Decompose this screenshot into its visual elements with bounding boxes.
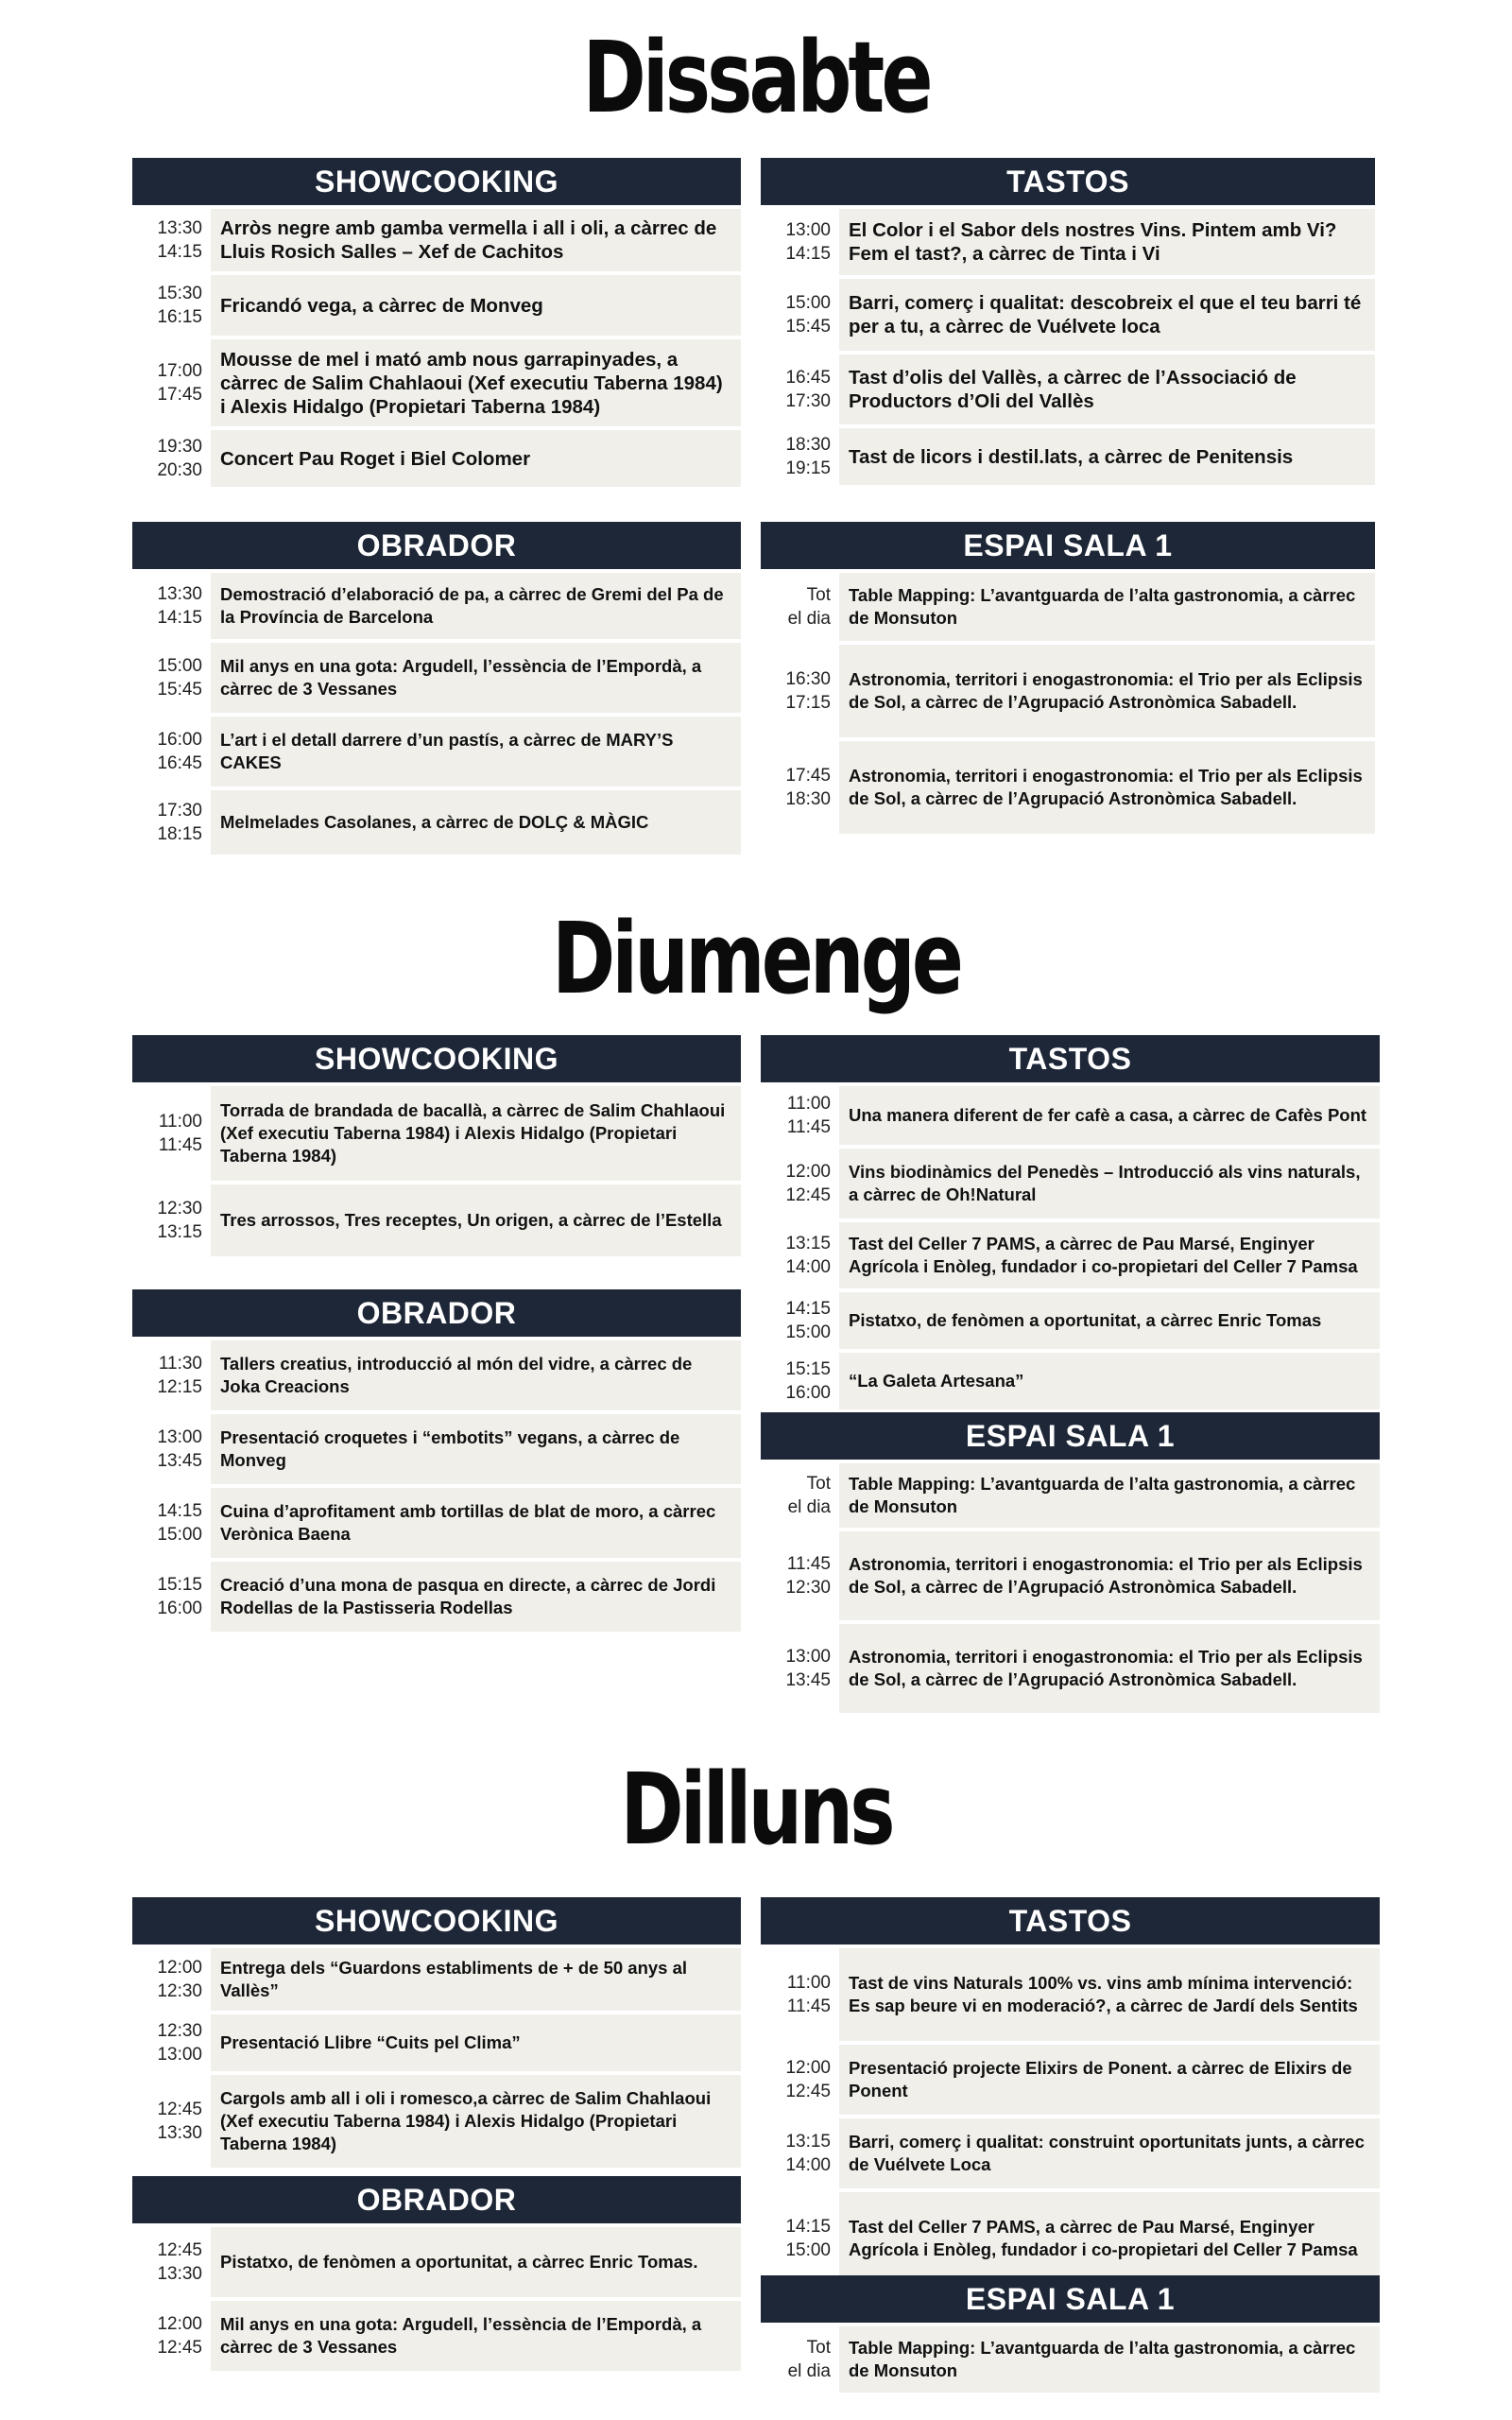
event-description: Entrega dels “Guardons establiments de + de 50 anys al Vallès” (211, 1948, 741, 2011)
time-range: Tot el dia (787, 1474, 831, 1517)
schedule-item (761, 2118, 1380, 2188)
schedule-item (761, 2045, 1380, 2115)
schedule-item (132, 1184, 741, 1256)
schedule-item (132, 643, 741, 713)
event-description: Torrada de brandada de bacallà, a càrrec de Salim Chahlaoui (Xef executiu Taberna 1984) i Alexis Hidalgo (Propietari Taberna 1984) (211, 1086, 741, 1181)
schedule-item (132, 339, 741, 426)
schedule-item (132, 573, 741, 639)
schedule-item (761, 1222, 1380, 1288)
section-obrador (132, 2176, 741, 2371)
time-range: 14:15 15:00 (157, 1501, 202, 1545)
time-range: 14:15 15:00 (785, 2217, 831, 2260)
event-description: Creació d’una mona de pasqua en directe, a càrrec de Jordi Rodellas de la Pastisseria Rodellas (211, 1562, 741, 1632)
time-range: 14:15 15:00 (785, 1299, 831, 1342)
schedule-item (132, 1414, 741, 1484)
section-tastos (761, 1035, 1380, 1409)
time-range: 18:30 19:15 (785, 435, 831, 478)
time-range: 13:15 14:00 (785, 1234, 831, 1277)
schedule-item (761, 1149, 1380, 1219)
time-range: 17:00 17:45 (157, 361, 202, 405)
schedule-item (761, 741, 1375, 834)
section-tastos (761, 1897, 1380, 2285)
event-description: Fricandó vega, a càrrec de Monveg (211, 275, 741, 336)
time-range: 12:45 13:30 (157, 2240, 202, 2284)
event-description: Astronomia, territori i enogastronomia: el Trio per als Eclipsis de Sol, a càrrec de l’Agrupació Astronòmica Sabadell. (839, 741, 1375, 834)
time-range: 15:15 16:00 (785, 1359, 831, 1403)
event-description: Mil anys en una gota: Argudell, l’essència de l’Empordà, a càrrec de 3 Vessanes (211, 643, 741, 713)
event-description: Melmelades Casolanes, a càrrec de DOLÇ & MÀGIC (211, 790, 741, 855)
event-description: Presentació projecte Elixirs de Ponent. a càrrec de Elixirs de Ponent (839, 2045, 1380, 2115)
time-range: 13:30 14:15 (157, 584, 202, 628)
schedule-item (761, 209, 1375, 275)
time-range: 16:45 17:30 (785, 368, 831, 411)
time-range: 13:00 13:45 (785, 1647, 831, 1690)
schedule-item (132, 275, 741, 336)
schedule-item (132, 209, 741, 271)
schedule-item (132, 2301, 741, 2371)
event-description: Presentació Llibre “Cuits pel Clima” (211, 2014, 741, 2071)
section-obrador (132, 522, 741, 855)
time-range: 16:00 16:45 (157, 730, 202, 773)
event-description: Mousse de mel i mató amb nous garrapinyades, a càrrec de Salim Chahlaoui (Xef executiu Taberna 1984) i Alexis Hidalgo (Propietari Taberna 1984) (211, 339, 741, 426)
schedule-item (132, 1340, 741, 1410)
event-description: Astronomia, territori i enogastronomia: el Trio per als Eclipsis de Sol, a càrrec de l’Agrupació Astronòmica Sabadell. (839, 1531, 1380, 1620)
schedule-item (761, 1292, 1380, 1349)
schedule-item (132, 1948, 741, 2011)
event-description: “La Galeta Artesana” (839, 1353, 1380, 1409)
section-obrador (132, 1289, 741, 1632)
event-description: Astronomia, territori i enogastronomia: el Trio per als Eclipsis de Sol, a càrrec de l’Agrupació Astronòmica Sabadell. (839, 645, 1375, 737)
section-title: OBRADOR (132, 522, 741, 569)
section-title: TASTOS (761, 158, 1375, 205)
time-range: 11:45 12:30 (785, 1554, 831, 1598)
time-range: 11:00 11:45 (158, 1112, 202, 1155)
time-range: Tot el dia (787, 585, 831, 629)
schedule-item (761, 645, 1375, 737)
event-description: Tast del Celler 7 PAMS, a càrrec de Pau Marsé, Enginyer Agrícola i Enòleg, fundador i co-propietari del Celler 7 Pamsa (839, 2192, 1380, 2285)
schedule-item (132, 790, 741, 855)
time-range: 13:15 14:00 (785, 2132, 831, 2175)
section-espai-sala-1 (761, 1412, 1380, 1713)
event-description: Tallers creatius, introducció al món del vidre, a càrrec de Joka Creacions (211, 1340, 741, 1410)
section-showcooking (132, 1035, 741, 1256)
section-tastos (761, 158, 1375, 485)
event-description: Barri, comerç i qualitat: descobreix el que el teu barri té per a tu, a càrrec de Vuélvete loca (839, 279, 1375, 351)
schedule-item (132, 717, 741, 786)
event-description: Mil anys en una gota: Argudell, l’essència de l’Empordà, a càrrec de 3 Vessanes (211, 2301, 741, 2371)
schedule-item (761, 2192, 1380, 2285)
section-title: ESPAI SALA 1 (761, 522, 1375, 569)
section-showcooking (132, 1897, 741, 2168)
event-description: Concert Pau Roget i Biel Colomer (211, 430, 741, 487)
section-espai-sala-1 (761, 2275, 1380, 2393)
event-description: Tast de licors i destil.lats, a càrrec de Penitensis (839, 428, 1375, 485)
time-range: 11:00 11:45 (786, 1094, 831, 1137)
event-description: Cuina d’aprofitament amb tortillas de blat de moro, a càrrec Verònica Baena (211, 1488, 741, 1558)
day-title-dissabte: Dissabte (582, 20, 930, 135)
schedule-item (761, 428, 1375, 485)
time-range: 11:30 12:15 (157, 1354, 202, 1397)
event-description: Barri, comerç i qualitat: construint oportunitats junts, a càrrec de Vuélvete Loca (839, 2118, 1380, 2188)
time-range: 11:00 11:45 (786, 1973, 831, 2016)
section-title: TASTOS (761, 1035, 1380, 1082)
schedule-item (761, 1531, 1380, 1620)
time-range: 12:00 12:45 (157, 2314, 202, 2358)
time-range: 13:00 13:45 (157, 1427, 202, 1471)
schedule-item (761, 1353, 1380, 1409)
time-range: 12:30 13:00 (157, 2021, 202, 2065)
section-title: OBRADOR (132, 2176, 741, 2223)
event-description: Table Mapping: L’avantguarda de l’alta gastronomia, a càrrec de Monsuton (839, 573, 1375, 641)
day-title-dilluns: Dilluns (620, 1752, 892, 1867)
time-range: 12:00 12:30 (157, 1958, 202, 2001)
schedule-item (761, 573, 1375, 641)
schedule-item (132, 2014, 741, 2071)
event-description: Pistatxo, de fenòmen a oportunitat, a càrrec Enric Tomas. (211, 2227, 741, 2297)
schedule-item (132, 1562, 741, 1632)
schedule-item (761, 354, 1375, 424)
time-range: 15:00 15:45 (785, 293, 831, 337)
time-range: 13:00 14:15 (785, 220, 831, 264)
time-range: 15:30 16:15 (157, 284, 202, 327)
schedule-item (761, 2326, 1380, 2393)
section-espai-sala-1 (761, 522, 1375, 834)
section-title: ESPAI SALA 1 (761, 2275, 1380, 2323)
event-description: Arròs negre amb gamba vermella i all i oli, a càrrec de Lluis Rosich Salles – Xef de Cachitos (211, 209, 741, 271)
schedule-item (132, 430, 741, 487)
event-description: Cargols amb all i oli i romesco,a càrrec de Salim Chahlaoui (Xef executiu Taberna 1984) i Alexis Hidalgo (Propietari Taberna 1984) (211, 2075, 741, 2168)
schedule-item (132, 1086, 741, 1181)
event-description: L’art i el detall darrere d’un pastís, a càrrec de MARY’S CAKES (211, 717, 741, 786)
time-range: 19:30 20:30 (157, 437, 202, 480)
time-range: 15:00 15:45 (157, 656, 202, 700)
event-description: Vins biodinàmics del Penedès – Introducció als vins naturals, a càrrec de Oh!Natural (839, 1149, 1380, 1219)
event-description: Demostració d’elaboració de pa, a càrrec de Gremi del Pa de la Província de Barcelona (211, 573, 741, 639)
event-description: Presentació croquetes i “embotits” vegans, a càrrec de Monveg (211, 1414, 741, 1484)
schedule-item (761, 1086, 1380, 1145)
event-description: Tast de vins Naturals 100% vs. vins amb mínima intervenció: Es sap beure vi en moderació?, a càrrec de Jardí dels Sentits (839, 1948, 1380, 2041)
section-title: SHOWCOOKING (132, 158, 741, 205)
schedule-item (132, 1488, 741, 1558)
time-range: 13:30 14:15 (157, 218, 202, 262)
time-range: 17:30 18:15 (157, 801, 202, 844)
section-title: SHOWCOOKING (132, 1897, 741, 1945)
section-title: SHOWCOOKING (132, 1035, 741, 1082)
section-showcooking (132, 158, 741, 487)
event-description: El Color i el Sabor dels nostres Vins. Pintem amb Vi? Fem el tast?, a càrrec de Tinta i Vi (839, 209, 1375, 275)
schedule-item (761, 279, 1375, 351)
schedule-item (132, 2227, 741, 2297)
time-range: 12:00 12:45 (785, 2058, 831, 2101)
event-description: Pistatxo, de fenòmen a oportunitat, a càrrec Enric Tomas (839, 1292, 1380, 1349)
time-range: 15:15 16:00 (157, 1575, 202, 1618)
event-description: Table Mapping: L’avantguarda de l’alta gastronomia, a càrrec de Monsuton (839, 1463, 1380, 1528)
event-description: Astronomia, territori i enogastronomia: el Trio per als Eclipsis de Sol, a càrrec de l’Agrupació Astronòmica Sabadell. (839, 1624, 1380, 1713)
schedule-item (761, 1948, 1380, 2041)
schedule-item (132, 2075, 741, 2168)
section-title: ESPAI SALA 1 (761, 1412, 1380, 1460)
section-title: OBRADOR (132, 1289, 741, 1337)
time-range: 17:45 18:30 (785, 766, 831, 809)
time-range: 12:45 13:30 (157, 2100, 202, 2143)
time-range: 16:30 17:15 (785, 669, 831, 713)
section-title: TASTOS (761, 1897, 1380, 1945)
day-title-diumenge: Diumenge (551, 901, 961, 1016)
event-description: Una manera diferent de fer cafè a casa, a càrrec de Cafès Pont (839, 1086, 1380, 1145)
time-range: 12:30 13:15 (157, 1199, 202, 1242)
schedule-item (761, 1463, 1380, 1528)
time-range: Tot el dia (787, 2338, 831, 2381)
event-description: Tast d’olis del Vallès, a càrrec de l’Associació de Productors d’Oli del Vallès (839, 354, 1375, 424)
event-description: Table Mapping: L’avantguarda de l’alta gastronomia, a càrrec de Monsuton (839, 2326, 1380, 2393)
event-description: Tast del Celler 7 PAMS, a càrrec de Pau Marsé, Enginyer Agrícola i Enòleg, fundador i co-propietari del Celler 7 Pamsa (839, 1222, 1380, 1288)
schedule-item (761, 1624, 1380, 1713)
event-description: Tres arrossos, Tres receptes, Un origen, a càrrec de l’Estella (211, 1184, 741, 1256)
time-range: 12:00 12:45 (785, 1162, 831, 1205)
